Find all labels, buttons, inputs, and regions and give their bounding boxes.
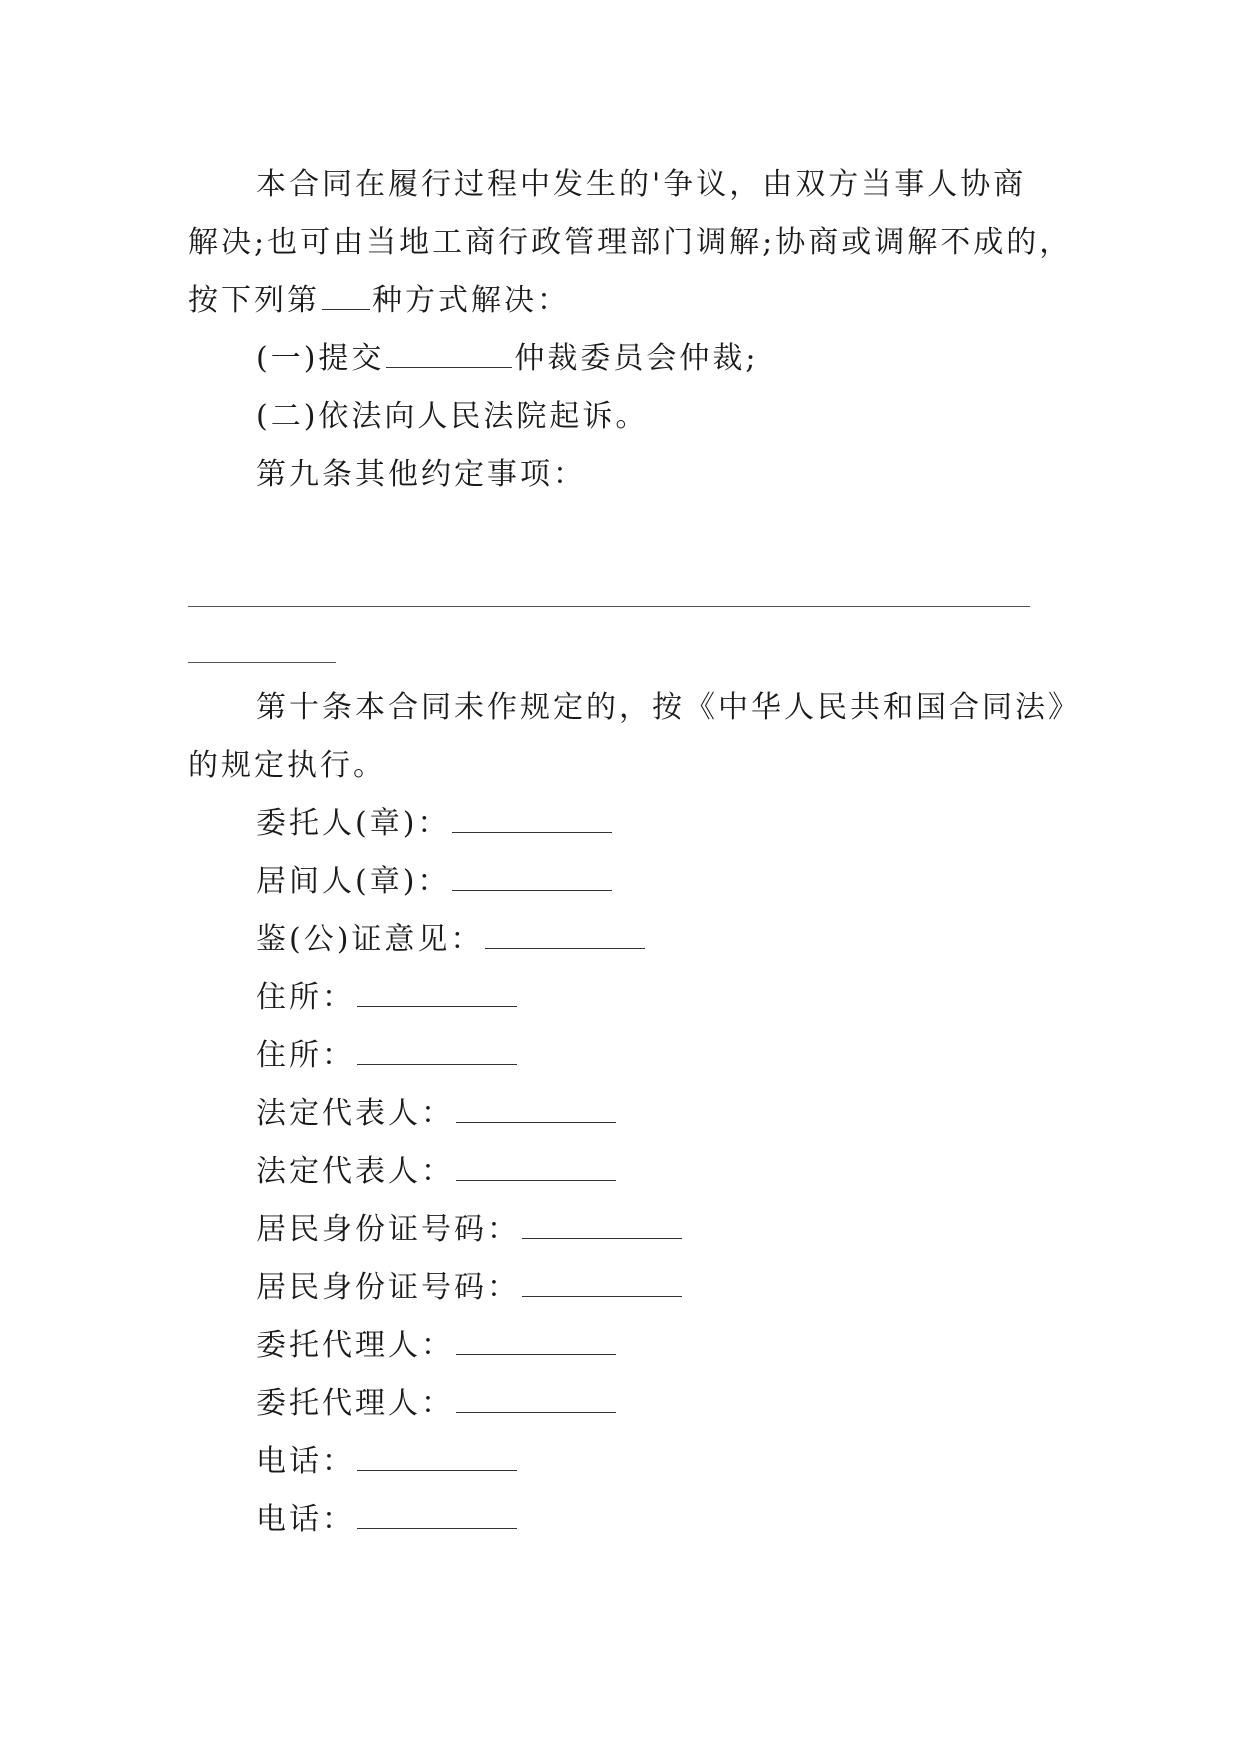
arbitration-committee-blank[interactable] [386, 339, 512, 368]
dispute-clause-line-3 [188, 281, 570, 321]
option-lawsuit [256, 397, 648, 437]
field-blank[interactable] [456, 1326, 616, 1355]
dispute-clause-text-1: 本合同在履行过程中发生的'争议，由双方当事人协商 [256, 167, 1027, 202]
option-lawsuit-text: (二)依法向人民法院起诉。 [256, 399, 649, 434]
other-matters-blank-line[interactable] [188, 606, 1030, 607]
field-label: 电话： [256, 1444, 355, 1479]
field-address-1 [256, 978, 519, 1018]
field-label: 住所： [256, 1038, 355, 1073]
field-label: 法定代表人： [256, 1096, 454, 1131]
field-agent-2 [256, 1384, 618, 1424]
field-label: 法定代表人： [256, 1154, 454, 1189]
option-arbitration-text-b: 仲裁委员会仲裁; [514, 341, 759, 376]
method-number-blank[interactable] [322, 281, 370, 310]
field-address-2 [256, 1036, 519, 1076]
field-blank[interactable] [456, 1384, 616, 1413]
dispute-clause-text-2: 解决;也可由当地工商行政管理部门调解;协商或调解不成的， [188, 225, 1073, 260]
article-10-text-2: 的规定执行。 [188, 748, 386, 783]
field-phone-1 [256, 1442, 519, 1482]
article-9-text: 第九条其他约定事项： [256, 457, 586, 492]
field-intermediary [256, 862, 614, 902]
field-blank[interactable] [456, 1152, 616, 1181]
article-10-line-1 [256, 688, 1081, 728]
field-label: 住所： [256, 980, 355, 1015]
field-notary-opinion [256, 920, 647, 960]
field-label: 电话： [256, 1502, 355, 1537]
dispute-clause-text-3b: 种方式解决： [372, 283, 570, 318]
field-label: 居民身份证号码： [256, 1270, 520, 1305]
field-blank[interactable] [456, 1094, 616, 1123]
article-10-line-2 [188, 746, 386, 786]
field-blank[interactable] [485, 920, 645, 949]
field-label: 鉴(公)证意见： [256, 922, 484, 957]
field-label: 居民身份证号码： [256, 1212, 520, 1247]
field-legal-rep-1 [256, 1094, 618, 1134]
other-matters-blank-line-2[interactable] [188, 662, 336, 663]
field-label: 委托代理人： [256, 1328, 454, 1363]
field-label: 委托代理人： [256, 1386, 454, 1421]
field-blank[interactable] [357, 1442, 517, 1471]
article-10-text-1: 第十条本合同未作规定的，按《中华人民共和国合同法》 [256, 690, 1081, 725]
field-blank[interactable] [452, 862, 612, 891]
field-id-number-1 [256, 1210, 684, 1250]
field-blank[interactable] [357, 1036, 517, 1065]
field-agent-1 [256, 1326, 618, 1366]
field-blank[interactable] [357, 1500, 517, 1529]
article-9 [256, 455, 586, 495]
field-label: 委托人(章)： [256, 806, 451, 841]
dispute-clause-text-3a: 按下列第 [188, 283, 320, 318]
field-label: 居间人(章)： [256, 864, 451, 899]
field-legal-rep-2 [256, 1152, 618, 1192]
field-phone-2 [256, 1500, 519, 1540]
field-blank[interactable] [452, 804, 612, 833]
field-blank[interactable] [357, 978, 517, 1007]
dispute-clause-line-2 [188, 223, 1072, 263]
dispute-clause-line-1 [256, 165, 1026, 205]
field-id-number-2 [256, 1268, 684, 1308]
option-arbitration-text-a: (一)提交 [256, 341, 385, 376]
option-arbitration [256, 339, 759, 379]
field-blank[interactable] [522, 1210, 682, 1239]
field-principal [256, 804, 614, 844]
field-blank[interactable] [522, 1268, 682, 1297]
